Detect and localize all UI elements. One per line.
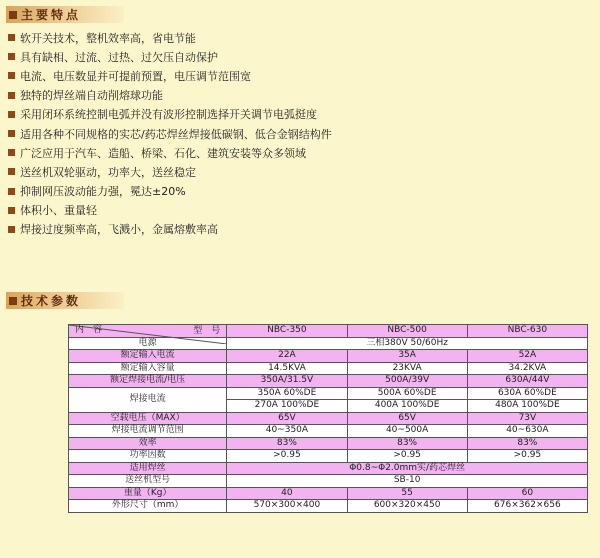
square-bullet-icon bbox=[8, 226, 15, 233]
table-cell: 600×320×450 bbox=[347, 500, 467, 513]
square-bullet-icon bbox=[9, 297, 17, 305]
table-cell: >0.95 bbox=[467, 450, 587, 463]
square-bullet-icon bbox=[8, 72, 15, 79]
row-label: 焊接电流调节范围 bbox=[69, 425, 227, 438]
list-item: 抑制网压波动能力强，冕达±20% bbox=[8, 182, 598, 201]
table-cell: 676×362×656 bbox=[467, 500, 587, 513]
table-row bbox=[69, 425, 588, 438]
table-cell: 73V bbox=[467, 412, 587, 425]
table-cell: 630A/44V bbox=[467, 375, 587, 388]
table-cell: 270A 100%DE bbox=[227, 400, 347, 413]
table-cell: SB-10 bbox=[227, 475, 588, 488]
table-row bbox=[69, 450, 588, 463]
square-bullet-icon bbox=[9, 11, 17, 19]
table-cell: 65V bbox=[347, 412, 467, 425]
table-cell: 350A/31.5V bbox=[227, 375, 347, 388]
table-cell: 23KVA bbox=[347, 362, 467, 375]
row-label: 外形尺寸（mm） bbox=[69, 500, 227, 513]
row-label: 送丝机型号 bbox=[69, 475, 227, 488]
table-cell: >0.95 bbox=[227, 450, 347, 463]
row-label: 额定输入容量 bbox=[69, 362, 227, 375]
square-bullet-icon bbox=[8, 34, 15, 41]
table-cell: >0.95 bbox=[347, 450, 467, 463]
row-label: 功率因数 bbox=[69, 450, 227, 463]
list-item: 软开关技术，整机效率高，省电节能 bbox=[8, 28, 598, 47]
square-bullet-icon bbox=[8, 149, 15, 156]
table-cell: 35A bbox=[347, 350, 467, 363]
table-cell: 83% bbox=[227, 437, 347, 450]
table-cell: 83% bbox=[467, 437, 587, 450]
table-row bbox=[69, 500, 588, 513]
features-title: 主要特点 bbox=[21, 8, 82, 22]
table-cell: 60 bbox=[467, 487, 587, 500]
table-cell: 630A 60%DE bbox=[467, 387, 587, 400]
square-bullet-icon bbox=[8, 207, 15, 214]
row-label: 适用焊丝 bbox=[69, 462, 227, 475]
square-bullet-icon bbox=[8, 92, 15, 99]
model-header: NBC-350 bbox=[227, 325, 347, 338]
table-row bbox=[69, 350, 588, 363]
table-cell: 570×300×400 bbox=[227, 500, 347, 513]
table-cell: 14.5KVA bbox=[227, 362, 347, 375]
table-cell: 500A/39V bbox=[347, 375, 467, 388]
list-item: 焊接过度频率高，飞溅小，金属熔敷率高 bbox=[8, 220, 598, 239]
list-item: 广泛应用于汽车、造船、桥梁、石化、建筑安装等众多领域 bbox=[8, 143, 598, 162]
row-label: 焊接电流 bbox=[69, 387, 227, 412]
square-bullet-icon bbox=[8, 168, 15, 175]
list-item: 具有缺相、过流、过热、过欠压自动保护 bbox=[8, 47, 598, 66]
square-bullet-icon bbox=[8, 111, 15, 118]
square-bullet-icon bbox=[8, 188, 15, 195]
row-label: 电源 bbox=[69, 337, 227, 350]
table-row bbox=[69, 375, 588, 388]
row-label: 额定输入电流 bbox=[69, 350, 227, 363]
table-row bbox=[69, 462, 588, 475]
table-cell: 500A 60%DE bbox=[347, 387, 467, 400]
table-cell: 65V bbox=[227, 412, 347, 425]
table-row bbox=[69, 475, 588, 488]
table-cell: 22A bbox=[227, 350, 347, 363]
table-cell: Φ0.8~Φ2.0mm实/药芯焊丝 bbox=[227, 462, 588, 475]
table-header-row bbox=[69, 325, 588, 338]
table-cell: 83% bbox=[347, 437, 467, 450]
list-item: 采用闭环系统控制电弧并没有波形控制选择开关调节电弧挺度 bbox=[8, 105, 598, 124]
table-cell: 三相380V 50/60Hz bbox=[227, 337, 588, 350]
list-item: 送丝机双轮驱动，功率大，送丝稳定 bbox=[8, 162, 598, 181]
list-item: 适用各种不同规格的实芯/药芯焊丝焊接低碳钢、低合金钢结构件 bbox=[8, 124, 598, 143]
table-cell: 480A 100%DE bbox=[467, 400, 587, 413]
specs-title: 技术参数 bbox=[21, 294, 82, 308]
table-cell: 34.2KVA bbox=[467, 362, 587, 375]
model-header: NBC-500 bbox=[347, 325, 467, 338]
table-row bbox=[69, 437, 588, 450]
list-item: 独特的焊丝端自动削熔球功能 bbox=[8, 86, 598, 105]
table-cell: 55 bbox=[347, 487, 467, 500]
table-cell: 40~350A bbox=[227, 425, 347, 438]
corner-cell: 型 号 内 容 bbox=[69, 325, 227, 338]
table-cell: 400A 100%DE bbox=[347, 400, 467, 413]
features-header bbox=[6, 6, 124, 23]
row-label: 额定焊接电流/电压 bbox=[69, 375, 227, 388]
table-cell: 40 bbox=[227, 487, 347, 500]
specs-header bbox=[6, 292, 124, 309]
table-cell: 350A 60%DE bbox=[227, 387, 347, 400]
square-bullet-icon bbox=[8, 53, 15, 60]
square-bullet-icon bbox=[8, 130, 15, 137]
row-label: 效率 bbox=[69, 437, 227, 450]
features-list bbox=[8, 28, 598, 239]
row-label: 重量（Kg） bbox=[69, 487, 227, 500]
table-row bbox=[69, 487, 588, 500]
model-header: NBC-630 bbox=[467, 325, 587, 338]
list-item: 电流、电压数显并可提前预置，电压调节范围宽 bbox=[8, 66, 598, 85]
table-row bbox=[69, 362, 588, 375]
list-item: 体积小、重量轻 bbox=[8, 201, 598, 220]
table-cell: 40~500A bbox=[347, 425, 467, 438]
table-cell: 52A bbox=[467, 350, 587, 363]
row-label: 空载电压（MAX） bbox=[69, 412, 227, 425]
table-row bbox=[69, 412, 588, 425]
table-cell: 40~630A bbox=[467, 425, 587, 438]
spec-table bbox=[68, 324, 588, 513]
table-row bbox=[69, 387, 588, 400]
